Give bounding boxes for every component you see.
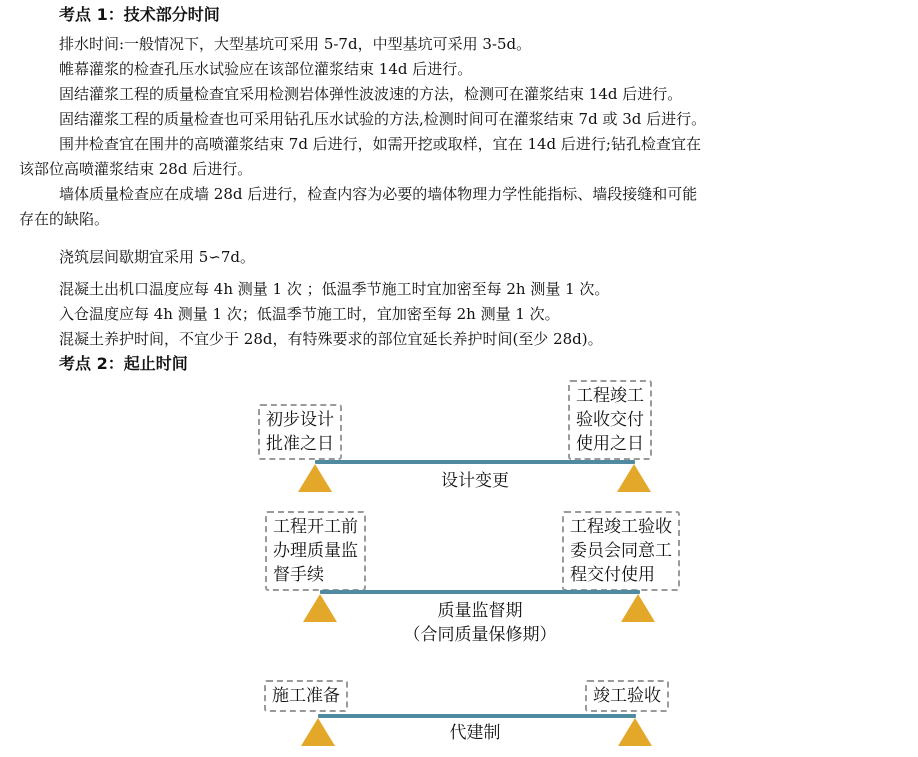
row2-start-box: 工程开工前 办理质量监 督手续 (265, 511, 366, 591)
row1-end-marker-icon (617, 464, 651, 492)
paragraph-curing-time: 混凝土养护时间，不宜少于 28d，有特殊要求的部位宜延长养护时间(至少 28d)。 (59, 330, 603, 348)
row1-end-box: 工程竣工 验收交付 使用之日 (568, 380, 652, 460)
row3-start-box: 施工准备 (264, 680, 348, 712)
paragraph-placement-temperature: 入仓温度应每 4h 测量 1 次；低温季节施工时，宜加密至每 2h 测量 1 次。 (59, 305, 560, 323)
row1-start-marker-icon (298, 464, 332, 492)
row3-start-marker-icon (301, 718, 335, 746)
row2-end-marker-icon (621, 594, 655, 622)
paragraph-outlet-temperature: 混凝土出机口温度应每 4h 测量 1 次 ；低温季节施工时宜加密至每 2h 测量 1 次。 (59, 280, 610, 298)
row3-timeline-bar (318, 714, 636, 718)
paragraph-pouring-interval: 浇筑层间歇期宜采用 5∽7d。 (59, 248, 256, 266)
paragraph-consolidation-wave: 固结灌浆工程的质量检查宜采用检测岩体弹性波波速的方法，检测可在灌浆结束 14d 后进行。 (59, 85, 683, 103)
row2-end-box: 工程竣工验收 委员会同意工 程交付使用 (562, 511, 680, 591)
paragraph-wall-quality-line2: 存在的缺陷。 (19, 210, 110, 228)
row2-period-sublabel: （合同质量保修期） (403, 625, 557, 645)
paragraph-wall-quality-line1: 墙体质量检查应在成墙 28d 后进行，检查内容为必要的墙体物理力学性能指标、墙段接缝和可能 (59, 185, 698, 203)
section-heading-1: 考点 1：技术部分时间 (59, 5, 220, 24)
paragraph-enclosure-check-line2: 该部位高喷灌浆结束 28d 后进行。 (19, 160, 253, 178)
timeline-diagram (240, 378, 720, 753)
row3-period-label: 代建制 (449, 723, 501, 743)
paragraph-enclosure-check-line1: 围井检查宜在围井的高喷灌浆结束 7d 后进行，如需开挖或取样，宜在 14d 后进行;钻孔检查宜在 (59, 135, 701, 153)
row1-start-box: 初步设计 批准之日 (258, 404, 342, 460)
row2-period-label: 质量监督期 (437, 601, 523, 621)
paragraph-curtain-grouting: 帷幕灌浆的检查孔压水试验应在该部位灌浆结束 14d 后进行。 (59, 60, 473, 78)
row1-timeline-bar (315, 460, 635, 464)
row3-end-box: 竣工验收 (585, 680, 669, 712)
section-heading-2: 考点 2：起止时间 (59, 354, 188, 373)
row1-period-label: 设计变更 (441, 471, 509, 491)
row2-start-marker-icon (303, 594, 337, 622)
paragraph-consolidation-water: 固结灌浆工程的质量检查也可采用钻孔压水试验的方法,检测时间可在灌浆结束 7d 或 3d 后进行。 (59, 110, 707, 128)
paragraph-drainage-time: 排水时间:一般情况下，大型基坑可采用 5-7d，中型基坑可采用 3-5d。 (59, 35, 532, 53)
row3-end-marker-icon (618, 718, 652, 746)
row2-timeline-bar (320, 590, 640, 594)
